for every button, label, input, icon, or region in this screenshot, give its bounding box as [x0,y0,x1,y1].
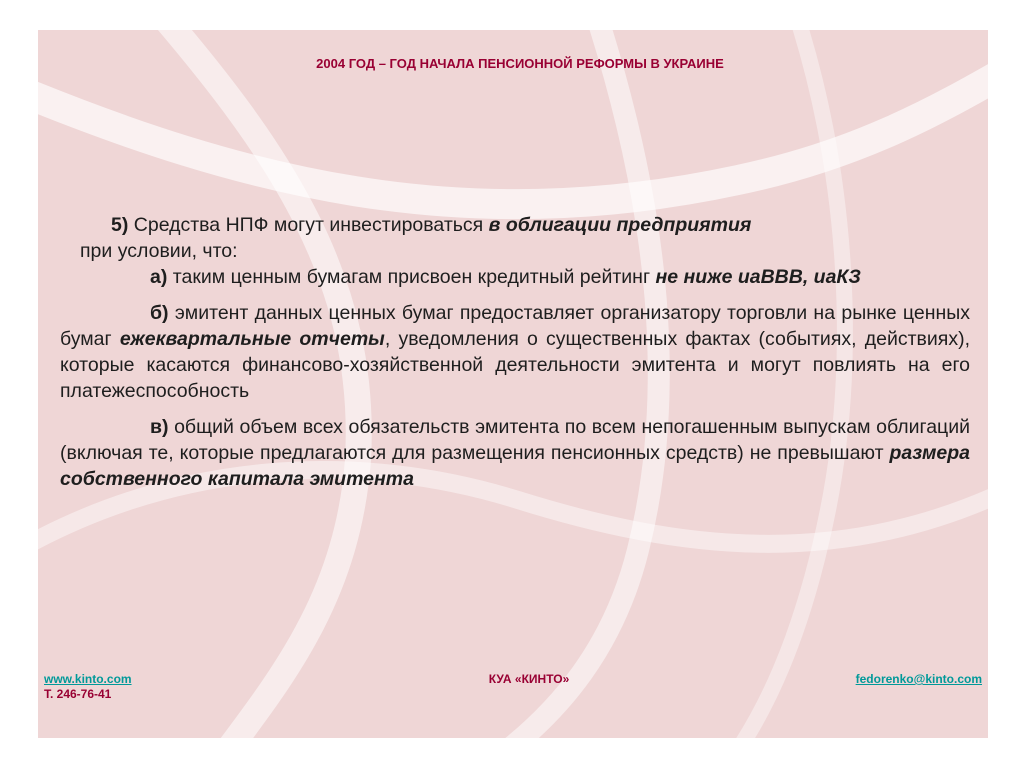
item-c-text: общий объем всех обязательств эмитента по всем непогашенным выпускам облигаций (включая те, которые предлагаются для размещения пенсионных средств) не превышают [60,416,970,464]
website-link[interactable]: www.kinto.com [44,672,132,686]
slide-title: 2004 ГОД – ГОД НАЧАЛА ПЕНСИОННОЙ РЕФОРМЫ В УКРАИНЕ [316,56,724,71]
item-b-paragraph [60,300,970,404]
item-b-text: эмитент данных ценных бумаг предоставляет организатору торговли на рынке ценных бумаг [60,302,970,350]
footer-email [856,672,982,686]
item-b-marker: б) [150,302,169,324]
email-link[interactable]: fedorenko@kinto.com [855,672,982,686]
item-a-paragraph [60,264,970,290]
item-b-text-end: , уведомления о существенных фактах (событиях, действиях), которые касаются финансово-хозяйственной деятельности эмитента и могут повлиять на его платежеспособность [60,328,971,402]
item-c-marker: в) [150,416,169,438]
slide-content [60,212,970,492]
footer-company: КУА «КИНТО» [488,672,570,686]
item-c-emphasis: размера собственного капитала эмитента [60,442,970,490]
intro-paragraph [60,212,970,238]
item-a-emphasis: не ниже иаВВВ, иаКЗ [655,266,861,288]
intro-emphasis: в облигации предприятия [488,214,752,236]
item-a-text: таким ценным бумагам присвоен кредитный рейтинг [167,266,656,288]
item-b-emphasis: ежеквартальные отчеты [119,328,385,350]
intro-continuation: при условии, что: [80,240,238,262]
item-c-paragraph [60,414,970,492]
item-a-marker: а) [150,266,168,288]
intro-text: Средства НПФ могут инвестироваться [128,214,489,236]
intro-marker: 5) [111,214,129,236]
phone-number: Т. 246-76-41 [44,687,112,701]
